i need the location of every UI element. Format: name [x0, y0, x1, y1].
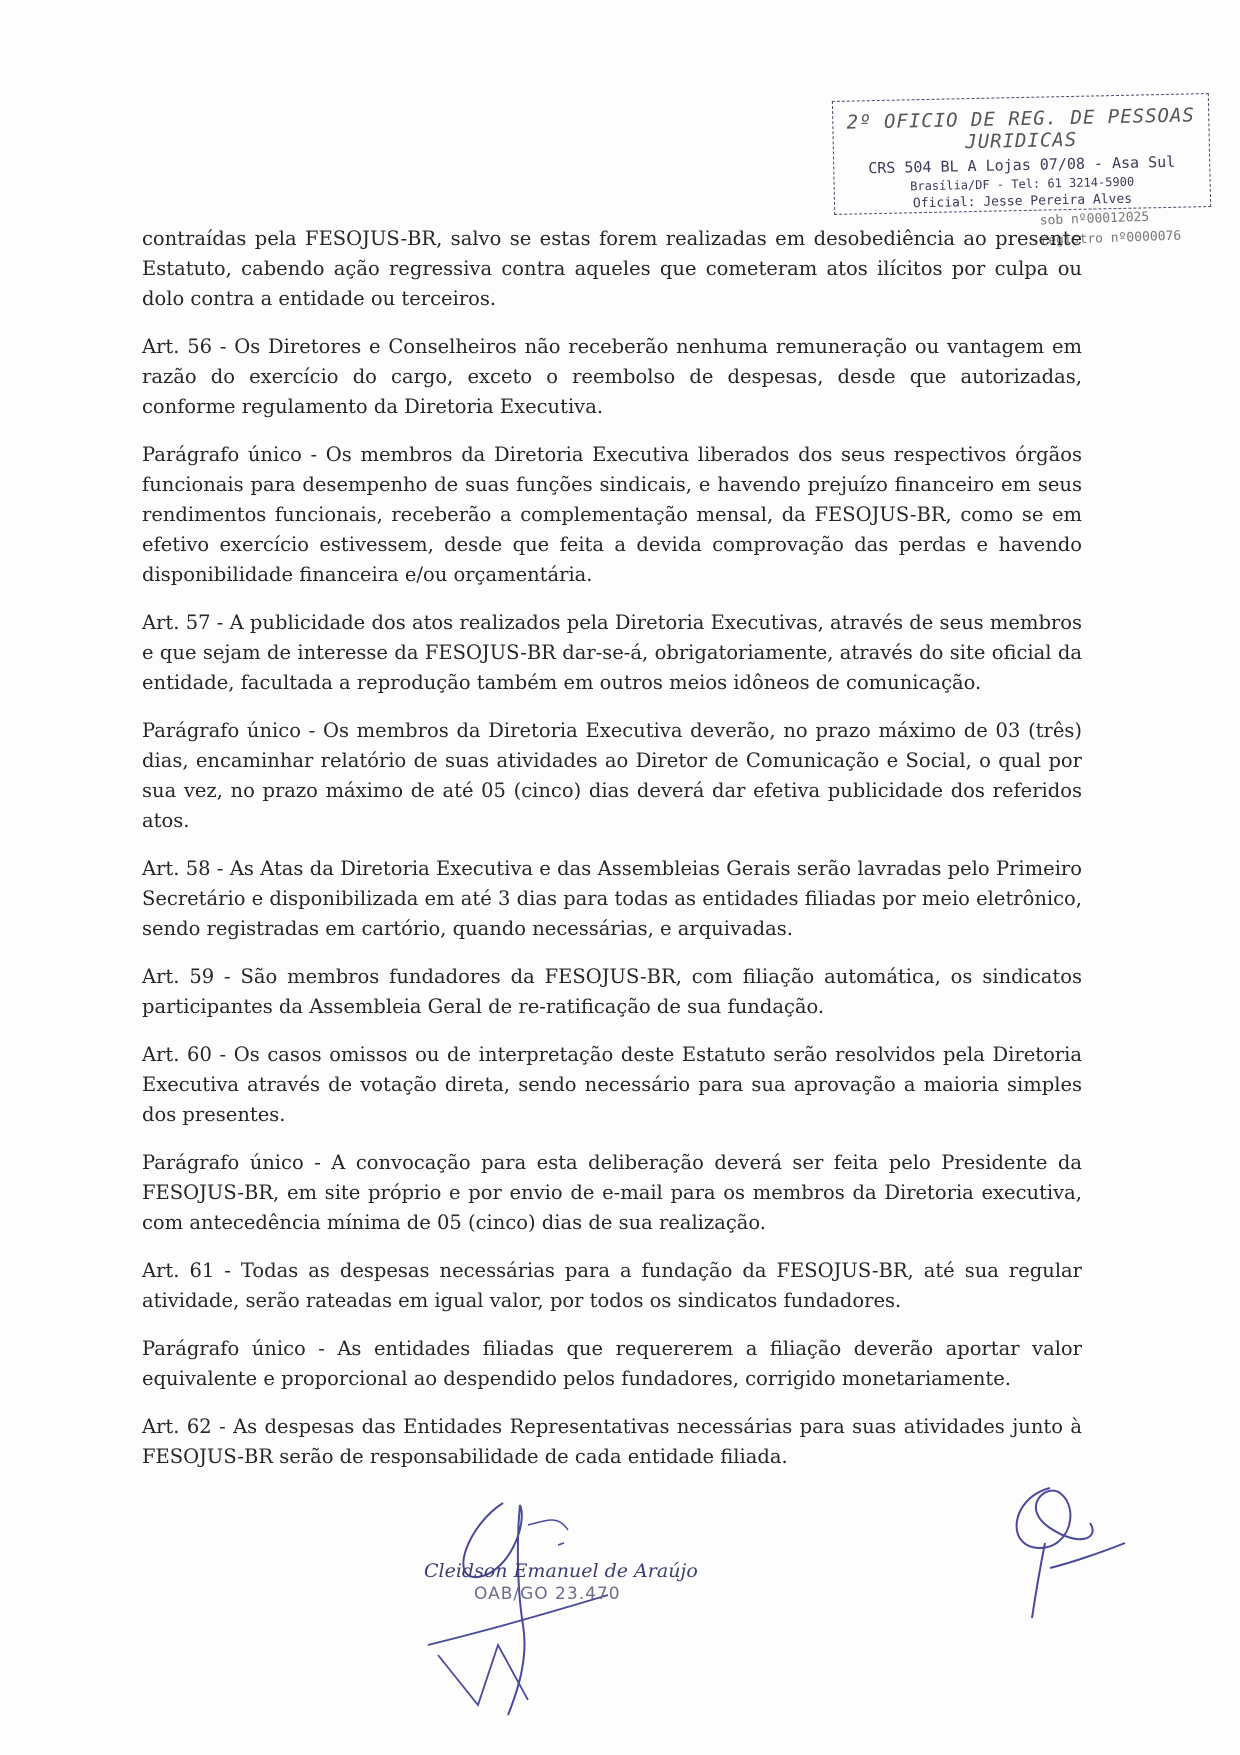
- article-56-sole-paragraph: Parágrafo único - Os membros da Diretoria Executiva liberados dos seus respectivos órgãos funcionais para desempenho de suas funções sindicais, e havendo prejuízo financeiro em seus rendimentos funcionais, receberão a complementação mensal, da FESOJUS-BR, como se em efetivo exercício estivessem, desde que feita a devida comprovação das perdas e havendo disponibilidade financeira e/ou orçamentária.: [142, 443, 1082, 586]
- stamp-line-office: 2º OFICIO DE REG. DE PESSOAS JURIDICAS: [846, 104, 1196, 154]
- stamp-note-2: registro nº0000076: [1040, 228, 1182, 249]
- article-57: Art. 57 - A publicidade dos atos realizados pela Diretoria Executivas, através de seus membros e que sejam de interesse da FESOJUS-BR dar-se-á, obrigatoriamente, através do site oficial da entidade, facultada a reprodução também em outros meios idôneos de comunicação.: [142, 611, 1082, 694]
- signatory-name: Cleidson Emanuel de Araújo: [424, 1560, 698, 1582]
- article-62: Art. 62 - As despesas das Entidades Representativas necessárias para suas atividades junto à FESOJUS-BR serão de responsabilidade de cada entidade filiada.: [142, 1415, 1082, 1468]
- article-61-sole-paragraph: Parágrafo único - As entidades filiadas que requererem a filiação deverão aportar valor equivalente e proporcional ao despendido pelos fundadores, corrigido monetariamente.: [142, 1337, 1082, 1390]
- article-58: Art. 58 - As Atas da Diretoria Executiva e das Assembleias Gerais serão lavradas pelo Primeiro Secretário e disponibilizada em até 3 dias para todas as entidades filiadas por meio eletrônico, sendo registradas em cartório, quando necessárias, e arquivadas.: [142, 857, 1082, 940]
- registry-stamp: [832, 93, 1211, 215]
- signatory-registration: OAB/GO 23.470: [474, 1584, 621, 1604]
- stamp-note-1: sob nº00012025: [1039, 209, 1150, 229]
- stamp-line-phone: Brasília/DF - Tel: 61 3214-5900: [910, 174, 1135, 194]
- article-60: Art. 60 - Os casos omissos ou de interpretação deste Estatuto serão resolvidos pela Diretoria Executiva através de votação direta, sendo necessário para sua aprovação a maioria simples dos presentes.: [142, 1043, 1082, 1126]
- article-56: Art. 56 - Os Diretores e Conselheiros não receberão nenhuma remuneração ou vantagem em razão do exercício do cargo, exceto o reembolso de despesas, desde que autorizadas, conforme regulamento da Diretoria Executiva.: [142, 335, 1082, 418]
- stamp-line-officer: Oficial: Jesse Pereira Alves: [912, 191, 1133, 212]
- article-57-sole-paragraph: Parágrafo único - Os membros da Diretoria Executiva deverão, no prazo máximo de 03 (três) dias, encaminhar relatório de suas atividades ao Diretor de Comunicação e Social, o qual por sua vez, no prazo máximo de até 05 (cinco) dias deverá dar efetiva publicidade dos referidos atos.: [142, 719, 1082, 832]
- stamp-line-address: CRS 504 BL A Lojas 07/08 - Asa Sul: [868, 152, 1176, 178]
- lawyer-signature: [408, 1485, 708, 1725]
- paragraph-continuation: contraídas pela FESOJUS-BR, salvo se estas forem realizadas em desobediência ao presente Estatuto, cabendo ação regressiva contra aqueles que cometeram atos ilícitos por culpa ou dolo contra a entidade ou terceiros.: [142, 227, 1082, 310]
- article-60-sole-paragraph: Parágrafo único - A convocação para esta deliberação deverá ser feita pelo Presidente da FESOJUS-BR, em site próprio e por envio de e-mail para os membros da Diretoria executiva, com antecedência mínima de 05 (cinco) dias de sua realização.: [142, 1151, 1082, 1234]
- statute-text: [142, 224, 1082, 1490]
- initials-signature: [990, 1468, 1130, 1628]
- article-61: Art. 61 - Todas as despesas necessárias para a fundação da FESOJUS-BR, até sua regular atividade, serão rateadas em igual valor, por todos os sindicatos fundadores.: [142, 1259, 1082, 1312]
- article-59: Art. 59 - São membros fundadores da FESOJUS-BR, com filiação automática, os sindicatos participantes da Assembleia Geral de re-ratificação de sua fundação.: [142, 965, 1082, 1018]
